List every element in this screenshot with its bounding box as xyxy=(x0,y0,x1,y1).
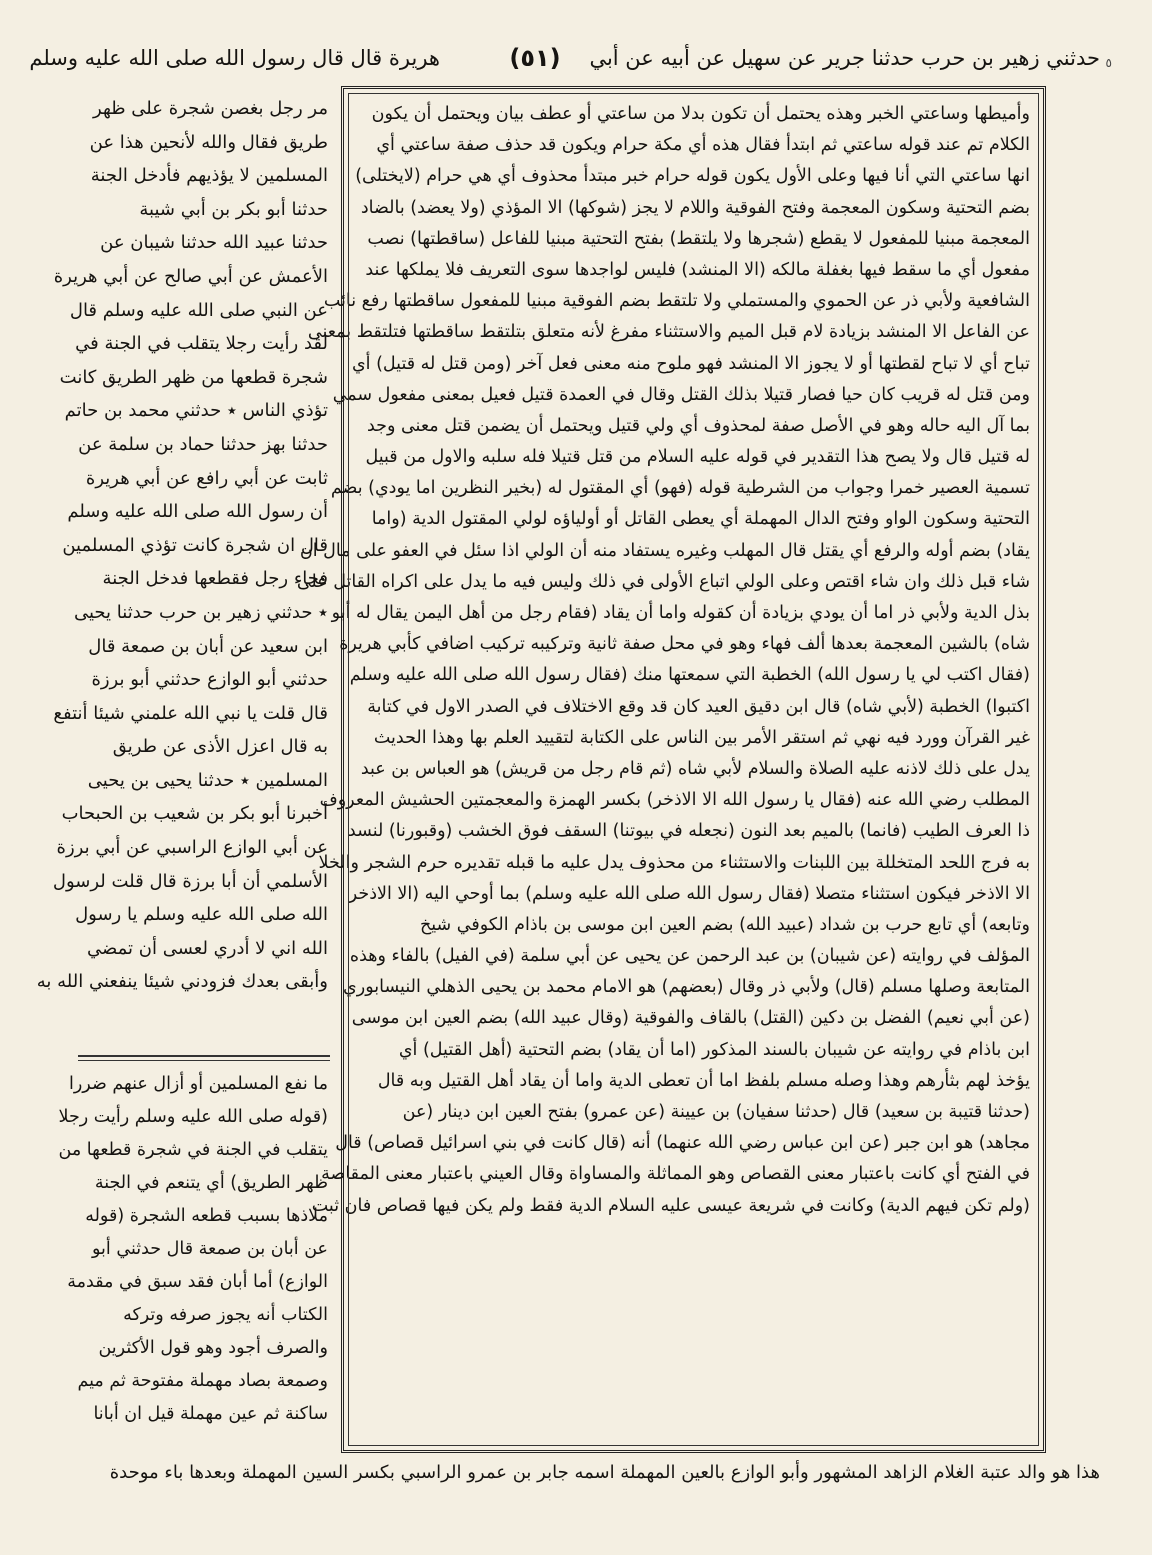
commentary-line: يقاد) بضم أوله والرفع أي يقتل قال المهلب وغيره يستفاد منه أن الولي اذا سئل في العفو على مال ان xyxy=(299,540,1030,561)
margin-commentary-line: الوازع) أما أبان فقد سبق في مقدمة xyxy=(67,1272,328,1292)
hadith-line: ثابت عن أبي رافع عن أبي هريرة xyxy=(85,467,328,489)
commentary-line: يؤخذ لهم بثأرهم وهذا وصله مسلم بلفظ اما أن تعطى الدية واما أن يقاد أهل القتيل وبه قال xyxy=(377,1070,1030,1091)
commentary-line: المتابعة وصلها مسلم (قال) ولأبي ذر وقال (بعضهم) هو الامام محمد بن يحيى الذهلي النيسابوري xyxy=(343,977,1030,998)
hadith-line: به قال اعزل الأذى عن طريق xyxy=(112,736,328,758)
commentary-line: شاء قبل ذلك وان شاء اقتص وعلى الولي اتباع الأولى في ذلك وليس فيه ما يدل على اكراه القاتل على xyxy=(296,571,1030,592)
hadith-line: الله اني لا أدري لعسى أن تمضي xyxy=(87,937,328,959)
margin-commentary-line: والصرف أجود وهو قول الأكثرين xyxy=(98,1338,328,1358)
hadith-line: الأعمش عن أبي صالح عن أبي هريرة xyxy=(53,265,328,287)
margin-commentary-line: يتقلب في الجنة في شجرة قطعها من xyxy=(58,1140,328,1160)
commentary-line: شاه) بالشين المعجمة بعدها ألف فهاء وهو في محل صفة ثانية وتركيبه تركيب اضافي كأبي هريرة xyxy=(339,634,1030,655)
hadith-line: تؤذي الناس ٭ حدثني محمد بن حاتم xyxy=(64,400,328,422)
commentary-line: مفعول أي ما سقط فيها بغفلة مالكه (الا المنشد) فليس لواجدها سوى التعريف فلا يملكها عند xyxy=(365,259,1030,280)
footer-running-line: هذا هو والد عتبة الغلام الزاهد المشهور وأبو الوازع بالعين المهملة اسمه جابر بن عمرو الراسبي بكسر السين المهملة وبعدها باء موحدة xyxy=(109,1462,1100,1483)
hadith-line: طريق فقال والله لأنحين هذا عن xyxy=(89,131,328,153)
commentary-line: وأميطها وساعتي الخبر وهذه يحتمل أن تكون بدلا من ساعتي أو عطف بيان ويحتمل أن يكون xyxy=(371,104,1030,124)
hadith-column xyxy=(36,92,328,999)
hadith-line: ابن سعيد عن أبان بن صمعة قال xyxy=(88,635,328,657)
hadith-line: الله صلى الله عليه وسلم يا رسول xyxy=(75,904,328,926)
hadith-line: قال ان شجرة كانت تؤذي المسلمين xyxy=(62,534,328,556)
commentary-line: وتابعه) أي تابع حرب بن شداد (عبيد الله) بضم العين ابن موسى بن باذام الكوفي شيخ xyxy=(419,914,1030,935)
commentary-line: يدل على ذلك لاذنه عليه الصلاة والسلام لأبي شاه (ثم قام رجل من قريش) هو العباس بن عبد xyxy=(360,758,1030,779)
hadith-line: عن أبي الوازع الراسبي عن أبي برزة xyxy=(56,837,328,859)
page-number: (٥١) xyxy=(509,44,561,72)
hadith-line: لقد رأيت رجلا يتقلب في الجنة في xyxy=(75,333,328,355)
header-running-text-left: هريرة قال قال رسول الله صلى الله عليه وسلم xyxy=(29,46,440,70)
margin-commentary-line: ما نفع المسلمين أو أزال عنهم ضررا xyxy=(68,1074,328,1094)
commentary-line: الا الاذخر فيكون استثناء متصلا (فقال رسول الله صلى الله عليه وسلم) بما أوحي اليه (الا الاذخر xyxy=(348,883,1030,904)
hadith-line: حدثنا عبيد الله حدثنا شيبان عن xyxy=(100,232,328,254)
commentary-line: (فقال اكتب لي يا رسول الله) الخطبة التي سمعتها منك (فقال رسول الله صلى الله عليه وسلم xyxy=(349,665,1030,686)
commentary-line: بما آل اليه حاله وهو في الأصل صفة لمحذوف أي ولي قتيل ويحتمل أن يضمن قتل معنى وجد xyxy=(366,415,1030,436)
margin-commentary-line: الكتاب أنه يجوز صرفه وتركه xyxy=(123,1305,328,1325)
hadith-line: أن رسول الله صلى الله عليه وسلم xyxy=(67,501,328,523)
commentary-line: (حدثنا قتيبة بن سعيد) قال (حدثنا سفيان) بن عيينة (عن عمرو) بفتح العين ابن دينار (عن xyxy=(402,1102,1030,1122)
commentary-line: بذل الدية ولأبي ذر اما أن يودي بزيادة أن كقوله واما أن يقاد (فقام رجل من أهل اليمن يقال له أبو xyxy=(331,603,1030,623)
commentary-line: ومن قتل له قريب كان حيا فصار قتيلا بذلك القتل وقال في العمدة قتيل فعيل بمعنى مفعول سمي xyxy=(332,384,1030,405)
hadith-line: الأسلمي أن أبا برزة قال قلت لرسول xyxy=(52,870,328,892)
hadith-line: وأبقى بعدك فزودني شيئا ينفعني الله به xyxy=(36,971,328,993)
header-running-text-right: حدثني زهير بن حرب حدثنا جرير عن سهيل عن أبيه عن أبي xyxy=(589,46,1100,70)
commentary-line: انها ساعتي التي أنا فيها وعلى الأول يكون قوله حرام خبر مبتدأ محذوف أي هي حرام (لايختلى) xyxy=(355,166,1030,187)
hadith-line: فجاء رجل فقطعها فدخل الجنة xyxy=(102,568,328,590)
commentary-line: به فرج اللحد المتخللة بين اللبنات والاستثناء من محذوف يدل عليه ما قبله تقديره حرم الشجر والخلا xyxy=(318,852,1030,873)
hadith-line: شجرة قطعها من ظهر الطريق كانت xyxy=(59,366,328,388)
hadith-line: حدثنا أبو بكر بن أبي شيبة xyxy=(139,198,328,220)
commentary-line: المطلب رضي الله عنه (فقال يا رسول الله الا الاذخر) بكسر الهمزة والمعجمتين الحشيش المعروف xyxy=(319,790,1030,811)
commentary-line: الكلام تم عند قوله ساعتي ثم ابتدأ فقال هذه أي مكة حرام ويكون قد حذف صفة ساعتي أي xyxy=(376,135,1030,156)
hadith-line: قال قلت يا نبي الله علمني شيئا أنتفع xyxy=(53,702,328,724)
hadith-line: حدثني أبو الوازع حدثني أبو برزة xyxy=(91,669,328,691)
commentary-line: في الفتح أي كانت باعتبار معنى القصاص وهو المماثلة والمساواة وقال العيني باعتبار معنى المقاصة xyxy=(321,1164,1030,1185)
commentary-line: له قتيل قال ولا يصح هذا التقدير في قوله عليه السلام من قتل قتيلا فله سلبه والاول من قبيل xyxy=(365,447,1030,468)
margin-commentary-line: وصمعة بصاد مهملة مفتوحة ثم ميم xyxy=(77,1371,328,1391)
commentary-line: ابن باذام في روايته عن شيبان بالسند المذكور (اما أن يقاد) بضم التحتية (أهل القتيل) أي xyxy=(398,1039,1030,1060)
hadith-line: أخبرنا أبو بكر بن شعيب بن الحبحاب xyxy=(61,803,328,825)
header-ornament: ٥ xyxy=(1105,56,1112,70)
commentary-line: المعجمة مبنيا للمفعول لا يقطع (شجرها ولا يلتقط) بفتح التحتية مبنيا للفاعل (ساقطتها) نصب xyxy=(367,228,1030,249)
hadith-line: حدثنا بهز حدثنا حماد بن سلمة عن xyxy=(78,433,328,455)
hadith-line: المسلمين لا يؤذيهم فأدخل الجنة xyxy=(90,165,328,187)
hadith-line: مر رجل بغصن شجرة على ظهر xyxy=(93,98,328,119)
commentary-line: تسمية العصير خمرا وجواب من الشرطية قوله (فهو) أي المقتول له (بخير النظرين اما يودي) بضم xyxy=(330,478,1030,499)
hadith-line: عن النبي صلى الله عليه وسلم قال xyxy=(69,299,328,321)
hadith-line: المسلمين ٭ حدثنا يحيى بن يحيى xyxy=(87,769,328,791)
commentary-line: (عن أبي نعيم) الفضل بن دكين (القتل) بالقاف والفوقية (وقال عبيد الله) بضم العين ابن موسى xyxy=(351,1008,1030,1029)
commentary-line: المؤلف في روايته (عن شيبان) بن عبد الرحمن عن يحيى عن أبي سلمة (في الفيل) بالفاء وهذه xyxy=(349,946,1030,967)
margin-commentary-line: ساكنة ثم عين مهملة قيل ان أبانا xyxy=(93,1404,328,1424)
hadith-line: ٭ حدثني زهير بن حرب حدثنا يحيى xyxy=(74,601,328,623)
commentary-line: عن الفاعل الا المنشد بزيادة لام قبل الميم والاستثناء مفرغ لأنه متعلق بتلتقط ساقطتها فتلتقط بمعنى xyxy=(307,322,1030,343)
margin-commentary-line: (قوله صلى الله عليه وسلم رأيت رجلا xyxy=(58,1107,328,1127)
commentary-line: التحتية وسكون الواو وفتح الدال المهملة أي يعطى القاتل أو أولياؤه لولي المقتول الدية (واما xyxy=(371,509,1030,530)
commentary-line: الشافعية ولأبي ذر عن الحموي والمستملي ولا تلتقط بضم الفوقية مبنيا للمفعول ساقطتها رفع نائب xyxy=(323,291,1030,312)
margin-commentary xyxy=(58,1068,328,1431)
commentary-line: تباح أي لا تباح لقطتها أو لا يجوز الا المنشد فهو ملوح منه معنى فعل آخر (ومن قتل له قتيل) أي xyxy=(351,353,1030,374)
commentary-line: بضم التحتية وسكون المعجمة وفتح الفوقية واللام لا يجز (شوكها) الا المؤذي (ولا يعضد) بالضاد xyxy=(360,197,1030,218)
commentary-frame xyxy=(296,86,1046,1453)
commentary-line: اكتبوا) الخطبة (لأبي شاه) قال ابن دقيق العيد كان قد وقع الاختلاف في الصدر الاول في كتابة xyxy=(367,696,1030,717)
page-header xyxy=(29,44,1112,82)
commentary-line: مجاهد) هو ابن جبر (عن ابن عباس رضي الله عنهما) أنه (قال كانت في بني اسرائيل قصاص) قال xyxy=(335,1133,1030,1154)
column-divider-rule xyxy=(78,1055,330,1057)
commentary-text xyxy=(296,99,1030,1222)
commentary-line: غير القرآن وورد فيه نهي ثم استقر الأمر بين الناس على الكتابة لتقييد العلم بها وهذا الحديث xyxy=(373,727,1030,748)
margin-commentary-line: عن أبان بن صمعة قال حدثني أبو xyxy=(92,1239,328,1259)
margin-commentary-line: ملاذها بسبب قطعه الشجرة (قوله xyxy=(85,1206,328,1226)
margin-commentary-line: ظهر الطريق) أي يتنعم في الجنة xyxy=(94,1173,328,1193)
commentary-line: (ولم تكن فيهم الدية) وكانت في شريعة عيسى عليه السلام الدية فقط ولم يكن فيها قصاص فان ثبت xyxy=(311,1195,1030,1216)
commentary-line: ذا العرف الطيب (فانما) بالميم بعد النون (نجعله في بيوتنا) السقف فوق الخشب (وقبورنا) لنسد xyxy=(347,821,1030,842)
